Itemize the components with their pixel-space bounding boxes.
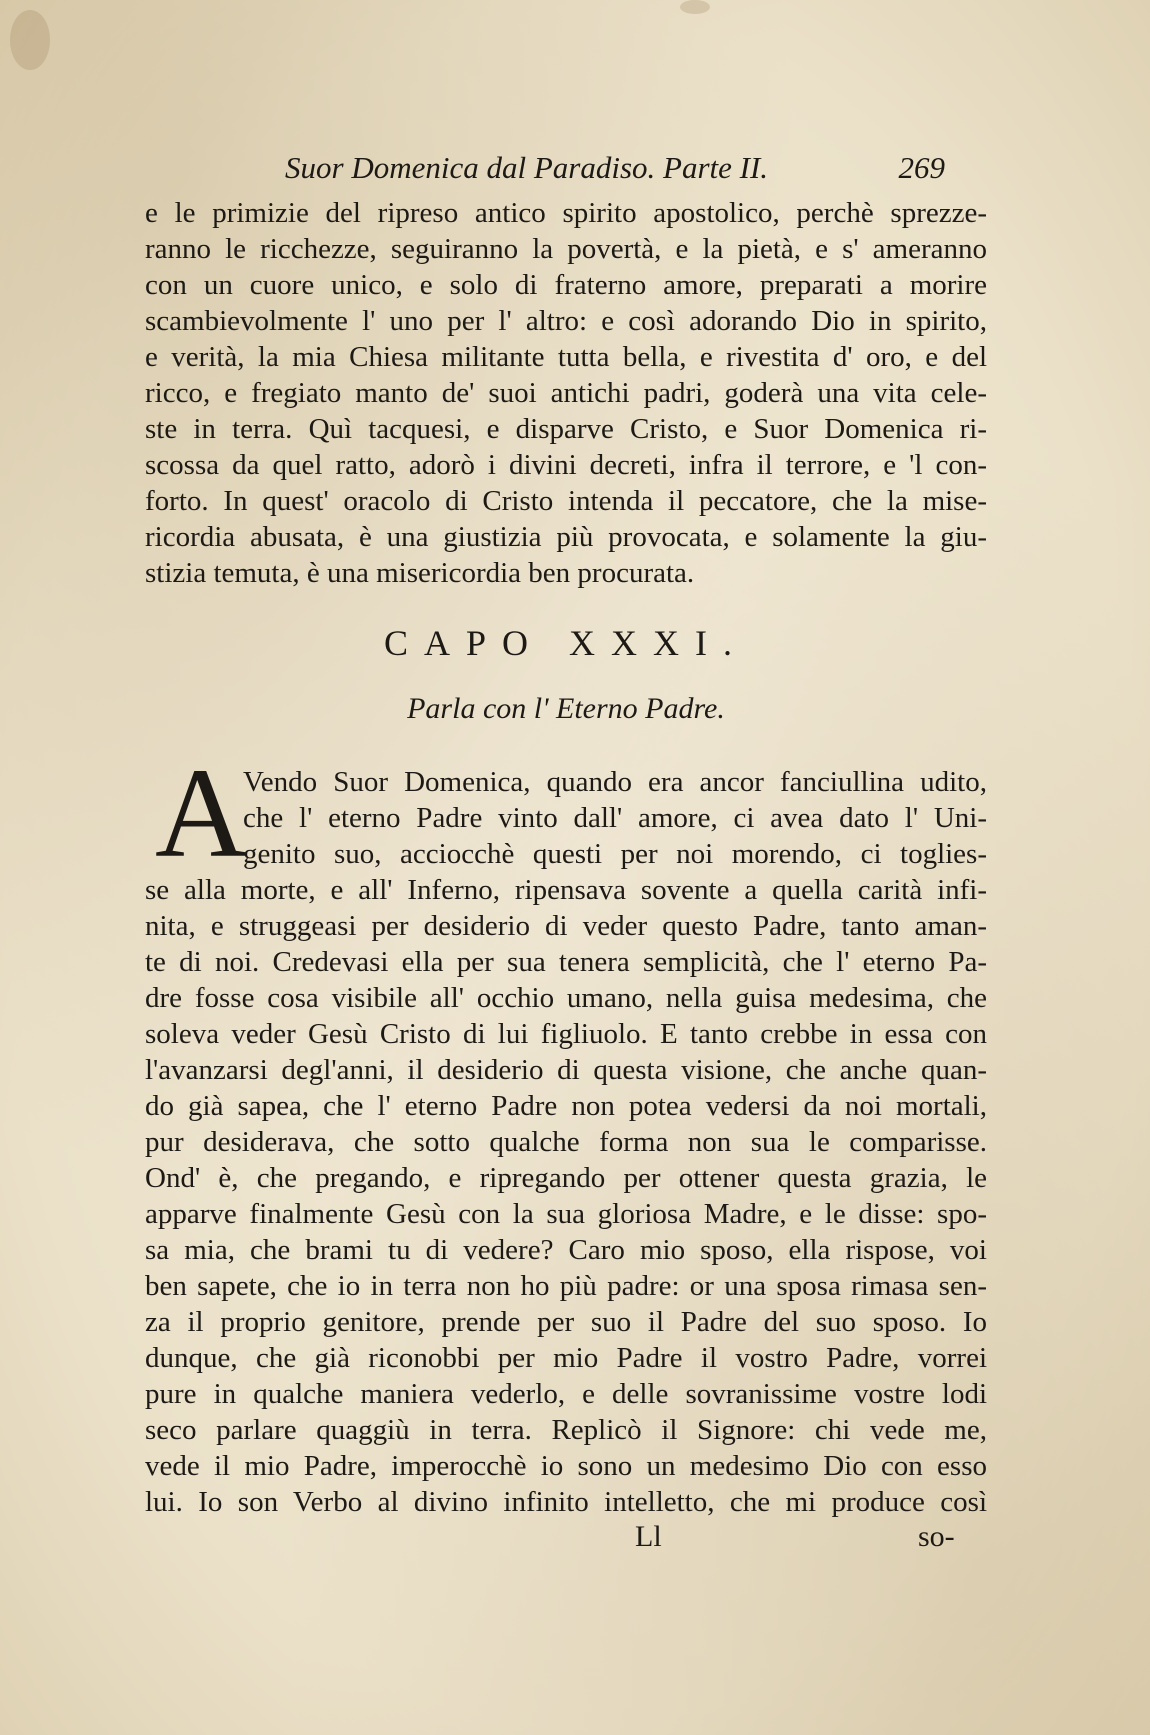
running-head-title: Suor Domenica dal Paradiso. Parte II. — [285, 150, 769, 185]
text-line: ben sapete, che io in terra non ho più padre: or una sposa rimasa sen- — [145, 1270, 987, 1302]
catchword: so- — [918, 1520, 955, 1553]
text-line: scambievolmente l' uno per l' altro: e così adorando Dio in spirito, — [145, 305, 987, 337]
text-line: sa mia, che brami tu di vedere? Caro mio sposo, ella rispose, voi — [145, 1234, 987, 1266]
main-paragraph — [145, 764, 987, 1520]
text-line: pur desiderava, che sotto qualche forma non sua le comparisse. — [145, 1126, 987, 1158]
text-line: e verità, la mia Chiesa militante tutta bella, e rivestita d' oro, e del — [145, 341, 987, 373]
paper-stain — [680, 0, 710, 14]
text-line: scossa da quel ratto, adorò i divini decreti, infra il terrore, e 'l con- — [145, 449, 987, 481]
text-line: con un cuore unico, e solo di fraterno amore, preparati a morire — [145, 269, 987, 301]
text-line: Vendo Suor Domenica, quando era ancor fanciullina udito, — [243, 766, 987, 798]
text-line: che l' eterno Padre vinto dall' amore, ci avea dato l' Uni- — [243, 802, 987, 834]
drop-cap: A — [155, 742, 248, 884]
text-line: Ond' è, che pregando, e ripregando per ottener questa grazia, le — [145, 1162, 987, 1194]
text-line: apparve finalmente Gesù con la sua gloriosa Madre, e le disse: spo- — [145, 1198, 987, 1230]
text-line: forto. In quest' oracolo di Cristo intenda il peccatore, che la mise- — [145, 485, 987, 517]
chapter-heading: CAPO XXXI. — [383, 623, 748, 663]
text-line: se alla morte, e all' Inferno, ripensava sovente a quella carità infi- — [145, 874, 987, 906]
chapter-subtitle: Parla con l' Eterno Padre. — [407, 692, 725, 725]
signature-mark: Ll — [635, 1520, 662, 1553]
text-line: seco parlare quaggiù in terra. Replicò il Signore: chi vede me, — [145, 1414, 987, 1446]
text-line: dunque, che già riconobbi per mio Padre il vostro Padre, vorrei — [145, 1342, 987, 1374]
page-number: 269 — [898, 150, 945, 185]
paper-stain — [10, 10, 50, 70]
running-head — [285, 150, 945, 190]
text-line: stizia temuta, è una misericordia ben procurata. — [145, 557, 695, 589]
text-line: lui. Io son Verbo al divino infinito intelletto, che mi produce così — [145, 1486, 987, 1518]
text-line: ricco, e fregiato manto de' suoi antichi padri, goderà una vita cele- — [145, 377, 987, 409]
text-line: ricordia abusata, è una giustizia più provocata, e solamente la giu- — [145, 521, 987, 553]
top-paragraph — [145, 195, 987, 591]
text-line: vede il mio Padre, imperocchè io sono un medesimo Dio con esso — [145, 1450, 987, 1482]
text-line: te di noi. Credevasi ella per sua tenera semplicità, che l' eterno Pa- — [145, 946, 987, 978]
text-line: za il proprio genitore, prende per suo il Padre del suo sposo. Io — [145, 1306, 987, 1338]
text-line: pure in qualche maniera vederlo, e delle sovranissime vostre lodi — [145, 1378, 987, 1410]
text-line: ste in terra. Quì tacquesi, e disparve Cristo, e Suor Domenica ri- — [145, 413, 987, 445]
text-line: dre fosse cosa visibile all' occhio umano, nella guisa medesima, che — [145, 982, 987, 1014]
text-line: l'avanzarsi degl'anni, il desiderio di questa visione, che anche quan- — [145, 1054, 987, 1086]
text-line: e le primizie del ripreso antico spirito apostolico, perchè sprezze- — [145, 197, 987, 229]
text-line: nita, e struggeasi per desiderio di veder questo Padre, tanto aman- — [145, 910, 987, 942]
text-line: soleva veder Gesù Cristo di lui figliuolo. E tanto crebbe in essa con — [145, 1018, 987, 1050]
text-line: do già sapea, che l' eterno Padre non potea vedersi da noi mortali, — [145, 1090, 987, 1122]
text-line: ranno le ricchezze, seguiranno la povertà, e la pietà, e s' ameranno — [145, 233, 987, 265]
text-line: genito suo, acciocchè questi per noi morendo, ci toglies- — [243, 838, 987, 870]
